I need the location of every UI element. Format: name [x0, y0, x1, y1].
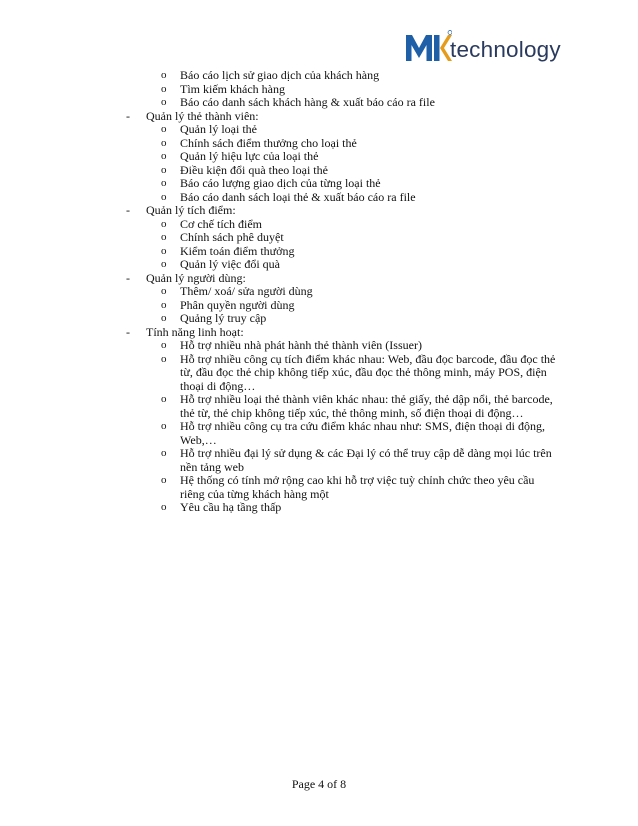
list-item [0, 312, 638, 326]
section-points [0, 204, 638, 272]
list-item-text: Hệ thống có tính mở rộng cao khi hỗ trợ việc tuỳ chỉnh chức theo yêu cầu riêng của từng khách hàng một [180, 473, 535, 501]
intro-list [0, 69, 638, 110]
list-item [0, 231, 638, 245]
list-item [0, 474, 638, 501]
mk-logo-mark-icon [404, 30, 452, 64]
list-item [0, 137, 638, 151]
circle-bullet-icon: o [161, 82, 167, 95]
circle-bullet-icon: o [161, 123, 167, 135]
circle-bullet-icon: o [161, 258, 167, 270]
list-item-text: Báo cáo danh sách khách hàng & xuất báo cáo ra file [180, 95, 435, 109]
list-item-text: Thêm/ xoá/ sửa người dùng [180, 284, 313, 298]
circle-bullet-icon: o [161, 312, 167, 324]
list-item [0, 258, 638, 272]
dash-bullet-icon: - [126, 108, 130, 123]
list-item [0, 218, 638, 232]
logo-text: technology [450, 37, 561, 62]
page-content [0, 69, 638, 515]
section-users [0, 272, 638, 326]
section-title: Quản lý tích điểm: [146, 203, 236, 217]
circle-bullet-icon: o [161, 136, 167, 149]
section-flexible-features [0, 326, 638, 515]
list-item-text: Hỗ trợ nhiều loại thẻ thành viên khác nhau: thẻ giấy, thẻ dập nổi, thẻ barcode, thẻ từ, thẻ chip không tiếp xúc, thẻ thông minh, số điện thoại di động… [180, 392, 553, 420]
list-item [0, 393, 638, 420]
list-item [0, 245, 638, 259]
section-heading [0, 326, 638, 340]
section-heading [0, 110, 638, 124]
mk-technology-logo [404, 28, 564, 68]
list-item [0, 420, 638, 447]
list-item-text: Quản lý hiệu lực của loại thẻ [180, 149, 319, 163]
list-item-text: Chính sách điểm thưởng cho loại thẻ [180, 135, 357, 150]
circle-bullet-icon: o [161, 190, 167, 203]
circle-bullet-icon: o [161, 420, 167, 432]
circle-bullet-icon: o [161, 393, 167, 405]
list-item [0, 501, 638, 515]
circle-bullet-icon: o [161, 231, 167, 243]
list-item [0, 285, 638, 299]
list-item [0, 191, 638, 205]
dash-bullet-icon: - [126, 270, 130, 285]
list-item [0, 69, 638, 83]
list-item-text: Tìm kiếm khách hàng [180, 81, 285, 96]
circle-bullet-icon: o [161, 217, 167, 230]
list-item-text: Báo cáo danh sách loại thẻ & xuất báo cáo ra file [180, 189, 416, 204]
circle-bullet-icon: o [161, 339, 167, 351]
list-item-text: Hỗ trợ nhiều nhà phát hành thẻ thành viên (Issuer) [180, 338, 422, 352]
list-item-text: Báo cáo lịch sử giao dịch của khách hàng [180, 68, 380, 82]
list-item [0, 447, 638, 474]
list-item [0, 150, 638, 164]
circle-bullet-icon: o [161, 177, 167, 189]
dash-bullet-icon: - [126, 203, 130, 217]
list-item [0, 123, 638, 137]
list-item [0, 164, 638, 178]
list-item-text: Báo cáo lượng giao dịch của từng loại thẻ [180, 176, 381, 190]
list-item-text: Quảng lý truy cập [180, 311, 267, 325]
list-item-text: Kiểm toán điểm thưởng [180, 243, 295, 258]
section-title: Quản lý người dùng: [146, 270, 246, 285]
list-item-text: Chính sách phê duyệt [180, 230, 284, 244]
list-item-text: Hỗ trợ nhiều đại lý sử dụng & các Đại lý có thể truy cập dễ dàng mọi lúc trên nền tảng web [180, 446, 552, 474]
circle-bullet-icon: o [161, 501, 167, 513]
circle-bullet-icon: o [161, 447, 167, 459]
circle-bullet-icon: o [161, 163, 167, 176]
section-heading [0, 204, 638, 218]
circle-bullet-icon: o [161, 474, 167, 486]
list-item-text: Cơ chế tích điểm [180, 216, 262, 231]
section-title: Quản lý thẻ thành viên: [146, 108, 259, 123]
circle-bullet-icon: o [161, 285, 167, 297]
circle-bullet-icon: o [161, 352, 167, 365]
page-number: Page 4 of 8 [291, 777, 347, 791]
list-item-text: Quản lý việc đổi quà [180, 257, 280, 271]
list-item [0, 83, 638, 97]
list-item [0, 339, 638, 353]
list-item [0, 177, 638, 191]
circle-bullet-icon: o [161, 244, 167, 257]
circle-bullet-icon: o [161, 298, 167, 311]
list-item [0, 299, 638, 313]
section-member-card [0, 110, 638, 205]
section-heading [0, 272, 638, 286]
list-item [0, 96, 638, 110]
circle-bullet-icon: o [161, 69, 167, 81]
page-footer [0, 777, 638, 792]
list-item [0, 353, 638, 394]
circle-bullet-icon: o [161, 150, 167, 162]
list-item-text: Hỗ trợ nhiều công cụ tra cứu điểm khác nhau như: SMS, điện thoại di động, Web,… [180, 419, 545, 447]
dash-bullet-icon: - [126, 324, 130, 339]
circle-bullet-icon: o [161, 96, 167, 108]
list-item-text: Phân quyền người dùng [180, 297, 295, 312]
list-item-text: Điều kiện đổi quà theo loại thẻ [180, 162, 328, 177]
list-item-text: Quản lý loại thẻ [180, 122, 257, 136]
list-item-text: Hỗ trợ nhiều công cụ tích điểm khác nhau: Web, đầu đọc barcode, đầu đọc thẻ từ, đầu đọc thẻ chip không tiếp xúc, đầu đọc thẻ thông minh, máy POS, điện thoại di động… [180, 351, 556, 393]
list-item-text: Yêu cầu hạ tầng thấp [180, 500, 282, 514]
section-title: Tính năng linh hoạt: [146, 324, 244, 339]
